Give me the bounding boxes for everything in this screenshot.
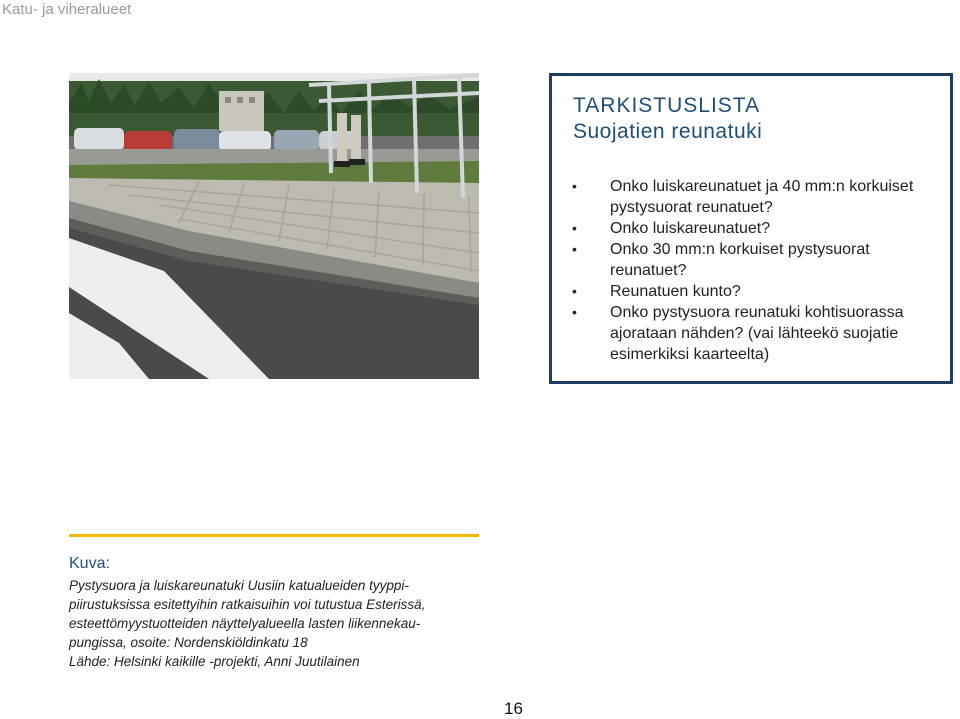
curb-photo-illustration xyxy=(69,73,479,379)
caption-line: esteettömyystuotteiden näyttelyalueella lasten liikennekau- xyxy=(69,616,421,631)
bullet-icon: • xyxy=(572,220,577,236)
checklist-item xyxy=(572,176,942,218)
checklist-item xyxy=(572,281,942,302)
checklist-item-text: Onko pystysuora reunatuki kohtisuorassa xyxy=(610,304,904,321)
bullet-icon: • xyxy=(572,304,577,320)
checklist-item-text: Reunatuen kunto? xyxy=(610,283,741,300)
caption-line: Lähde: Helsinki kaikille -projekti, Anni Juutilainen xyxy=(69,654,360,669)
caption-line: pungissa, osoite: Nordenskiöldinkatu 18 xyxy=(69,635,308,650)
checklist-item-text: Onko luiskareunatuet ja 40 mm:n korkuiset xyxy=(610,178,914,195)
checklist-item xyxy=(572,302,942,365)
checklist-item-text: reunatuet? xyxy=(610,262,687,279)
checklist-items xyxy=(572,176,942,365)
checklist-item xyxy=(572,239,942,281)
page-number: 16 xyxy=(504,699,523,718)
checklist-subtitle: Suojatien reunatuki xyxy=(573,120,763,143)
checklist-item-text: ajorataan nähden? (vai lähteekö suojatie xyxy=(610,325,899,342)
section-header: Katu- ja viheralueet xyxy=(2,1,132,18)
checklist-item-text: Onko 30 mm:n korkuiset pystysuorat xyxy=(610,241,870,258)
checklist-title: TARKISTUSLISTA xyxy=(573,94,761,117)
checklist-item-text: pystysuorat reunatuet? xyxy=(610,199,773,216)
caption-divider xyxy=(69,534,479,537)
bullet-icon: • xyxy=(572,283,577,299)
checklist-item-text: Onko luiskareunatuet? xyxy=(610,220,771,237)
caption-line: piirustuksissa esitettyihin ratkaisuihin voi tutustua Esterissä, xyxy=(69,597,426,612)
bullet-icon: • xyxy=(572,178,577,194)
checklist-box xyxy=(549,73,953,384)
checklist-item-text: esimerkiksi kaarteelta) xyxy=(610,346,770,363)
caption-line: Pystysuora ja luiskareunatuki Uusiin katualueiden tyyppi- xyxy=(69,578,409,593)
photo-caption xyxy=(69,576,479,671)
bullet-icon: • xyxy=(572,241,577,257)
checklist-item xyxy=(572,218,942,239)
caption-label: Kuva: xyxy=(69,555,110,572)
curb-photo xyxy=(69,73,479,379)
